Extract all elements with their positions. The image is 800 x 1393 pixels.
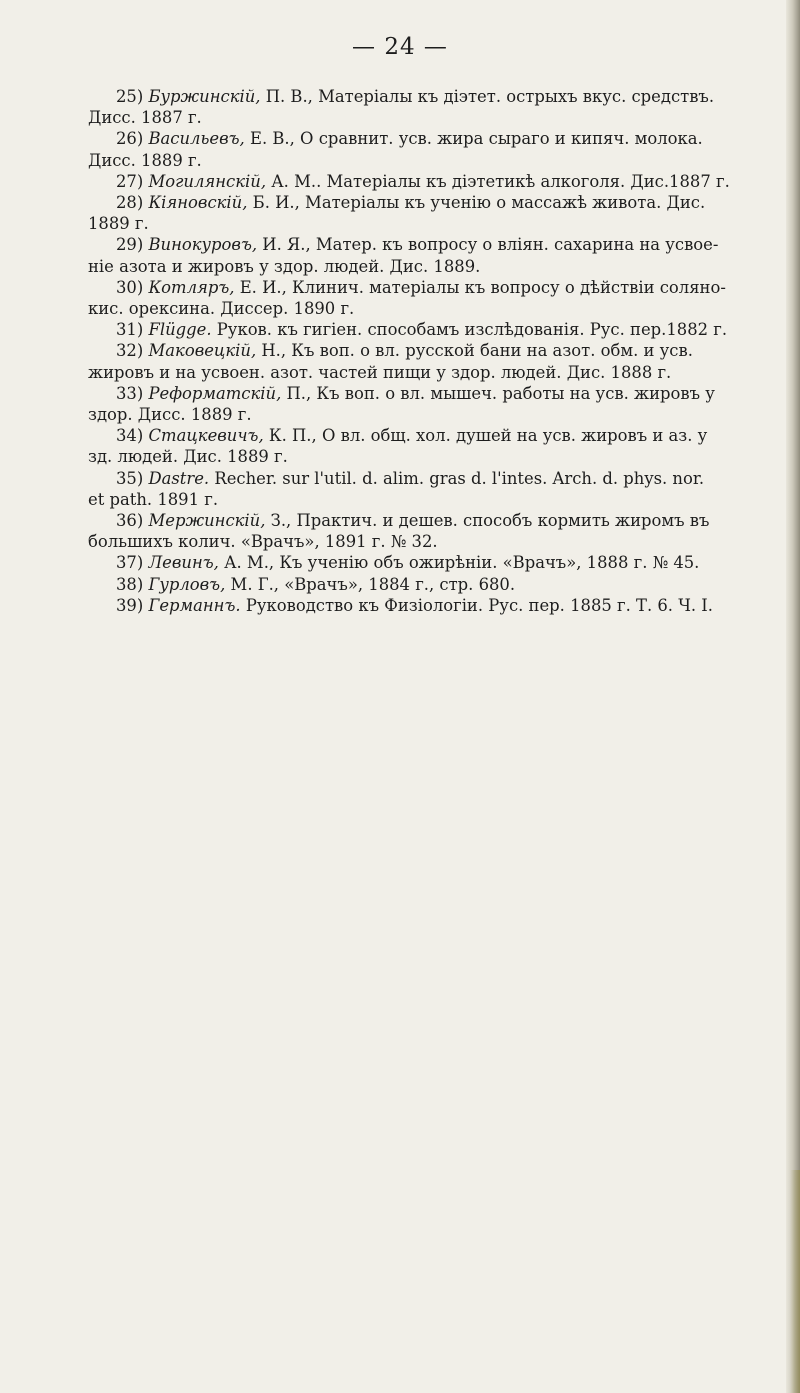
- reference-author: Гурловъ,: [148, 574, 226, 594]
- reference-entry: [88, 574, 788, 595]
- reference-author: Маковецкій,: [148, 341, 257, 361]
- reference-entry: [88, 86, 788, 107]
- reference-entry: [88, 234, 788, 255]
- reference-author: Кіяновскій,: [148, 193, 248, 213]
- reference-author: Германнъ.: [148, 595, 241, 615]
- reference-author: Реформатскій,: [148, 383, 282, 403]
- reference-text: П. В., Матеріалы къ діэтет. острыхъ вкус. средствъ.: [260, 87, 715, 106]
- reference-number: 35): [116, 468, 144, 488]
- reference-text: З., Практич. и дешев. способъ кормить жиромъ въ: [265, 511, 710, 531]
- reference-continuation: жировъ и на усвоен. азот. частей пищи у здор. людей. Дис. 1888 г.: [88, 362, 672, 382]
- reference-entry: [88, 383, 788, 404]
- reference-author: Мержинскій,: [148, 511, 266, 531]
- reference-number: 30): [116, 277, 144, 297]
- reference-author: Dastre.: [148, 468, 210, 488]
- reference-continuation: Дисс. 1889 г.: [88, 150, 202, 170]
- reference-continuation: et path. 1891 г.: [88, 489, 219, 509]
- reference-author: Винокуровъ,: [148, 235, 258, 255]
- reference-author: Левинъ,: [148, 553, 219, 573]
- reference-author: Могилянскій,: [148, 171, 267, 191]
- reference-entry: [88, 192, 788, 213]
- reference-text: М. Г., «Врачъ», 1884 г., стр. 680.: [225, 574, 516, 594]
- reference-author: Стацкевичъ,: [148, 426, 264, 446]
- reference-author: Котляръ,: [148, 277, 235, 297]
- reference-number: 39): [116, 595, 144, 615]
- reference-text: Н., Къ воп. о вл. русской бани на азот. обм. и усв.: [256, 341, 693, 361]
- page-edge-stain: [790, 1170, 800, 1393]
- reference-text: А. М.. Матеріалы къ діэтетикѣ алкоголя. Дис.1887 г.: [266, 171, 730, 191]
- reference-author: Васильевъ,: [148, 129, 245, 149]
- reference-number: 27): [116, 171, 144, 191]
- reference-number: 28): [116, 193, 144, 213]
- reference-number: 25): [116, 87, 144, 106]
- reference-continuation: кис. орексина. Диссер. 1890 г.: [88, 299, 355, 319]
- reference-number: 29): [116, 235, 144, 255]
- page-number: — 24 —: [352, 34, 448, 60]
- reference-number: 37): [116, 553, 144, 573]
- reference-continuation: здор. Дисс. 1889 г.: [88, 405, 252, 425]
- reference-number: 26): [116, 129, 144, 149]
- reference-entry: [88, 277, 788, 298]
- reference-entry: [88, 319, 788, 340]
- reference-continuation: большихъ колич. «Врачъ», 1891 г. № 32.: [88, 532, 438, 552]
- reference-text: Руков. къ гигіен. способамъ изслѣдованія. Рус. пер.1882 г.: [211, 320, 728, 340]
- reference-continuation: зд. людей. Дис. 1889 г.: [88, 447, 288, 467]
- reference-entry: [88, 552, 788, 573]
- reference-entry: [88, 425, 788, 446]
- reference-entry: [88, 171, 788, 192]
- reference-text: Руководство къ Физіологіи. Рус. пер. 1885 г. Т. 6. Ч. I.: [240, 595, 713, 615]
- reference-number: 33): [116, 383, 144, 403]
- reference-entry: [88, 510, 788, 531]
- reference-text: Е. И., Клинич. матеріалы къ вопросу о дѣйствіи соляно-: [234, 277, 726, 297]
- reference-text: П., Къ воп. о вл. мышеч. работы на усв. жировъ у: [281, 383, 715, 403]
- reference-text: Б. И., Матеріалы къ ученію о массажѣ живота. Дис.: [247, 193, 706, 213]
- reference-continuation: 1889 г.: [88, 214, 149, 234]
- reference-text: А. М., Къ ученію объ ожирѣніи. «Врачъ», 1888 г. № 45.: [218, 553, 700, 573]
- reference-text: К. П., О вл. общ. хол. душей на усв. жировъ и аз. у: [263, 426, 708, 446]
- reference-number: 38): [116, 574, 144, 594]
- reference-list: [88, 86, 788, 616]
- reference-continuation: ніе азота и жировъ у здор. людей. Дис. 1889.: [88, 256, 481, 276]
- reference-text: И. Я., Матер. къ вопросу о вліян. сахарина на усвое-: [257, 235, 719, 255]
- reference-number: 31): [116, 320, 144, 340]
- reference-author: Flügge.: [148, 320, 212, 340]
- reference-number: 36): [116, 511, 144, 531]
- reference-text: Е. В., О сравнит. усв. жира сыраго и кипяч. молока.: [244, 129, 703, 149]
- reference-continuation: Дисс. 1887 г.: [88, 108, 202, 128]
- reference-number: 32): [116, 341, 144, 361]
- reference-entry: [88, 340, 788, 361]
- reference-number: 34): [116, 426, 144, 446]
- reference-entry: [88, 595, 788, 616]
- reference-entry: [88, 468, 788, 489]
- reference-author: Буржинскій,: [148, 87, 261, 106]
- reference-text: Recher. sur l'util. d. alim. gras d. l'intes. Arch. d. phys. nor.: [209, 468, 705, 488]
- reference-entry: [88, 128, 788, 149]
